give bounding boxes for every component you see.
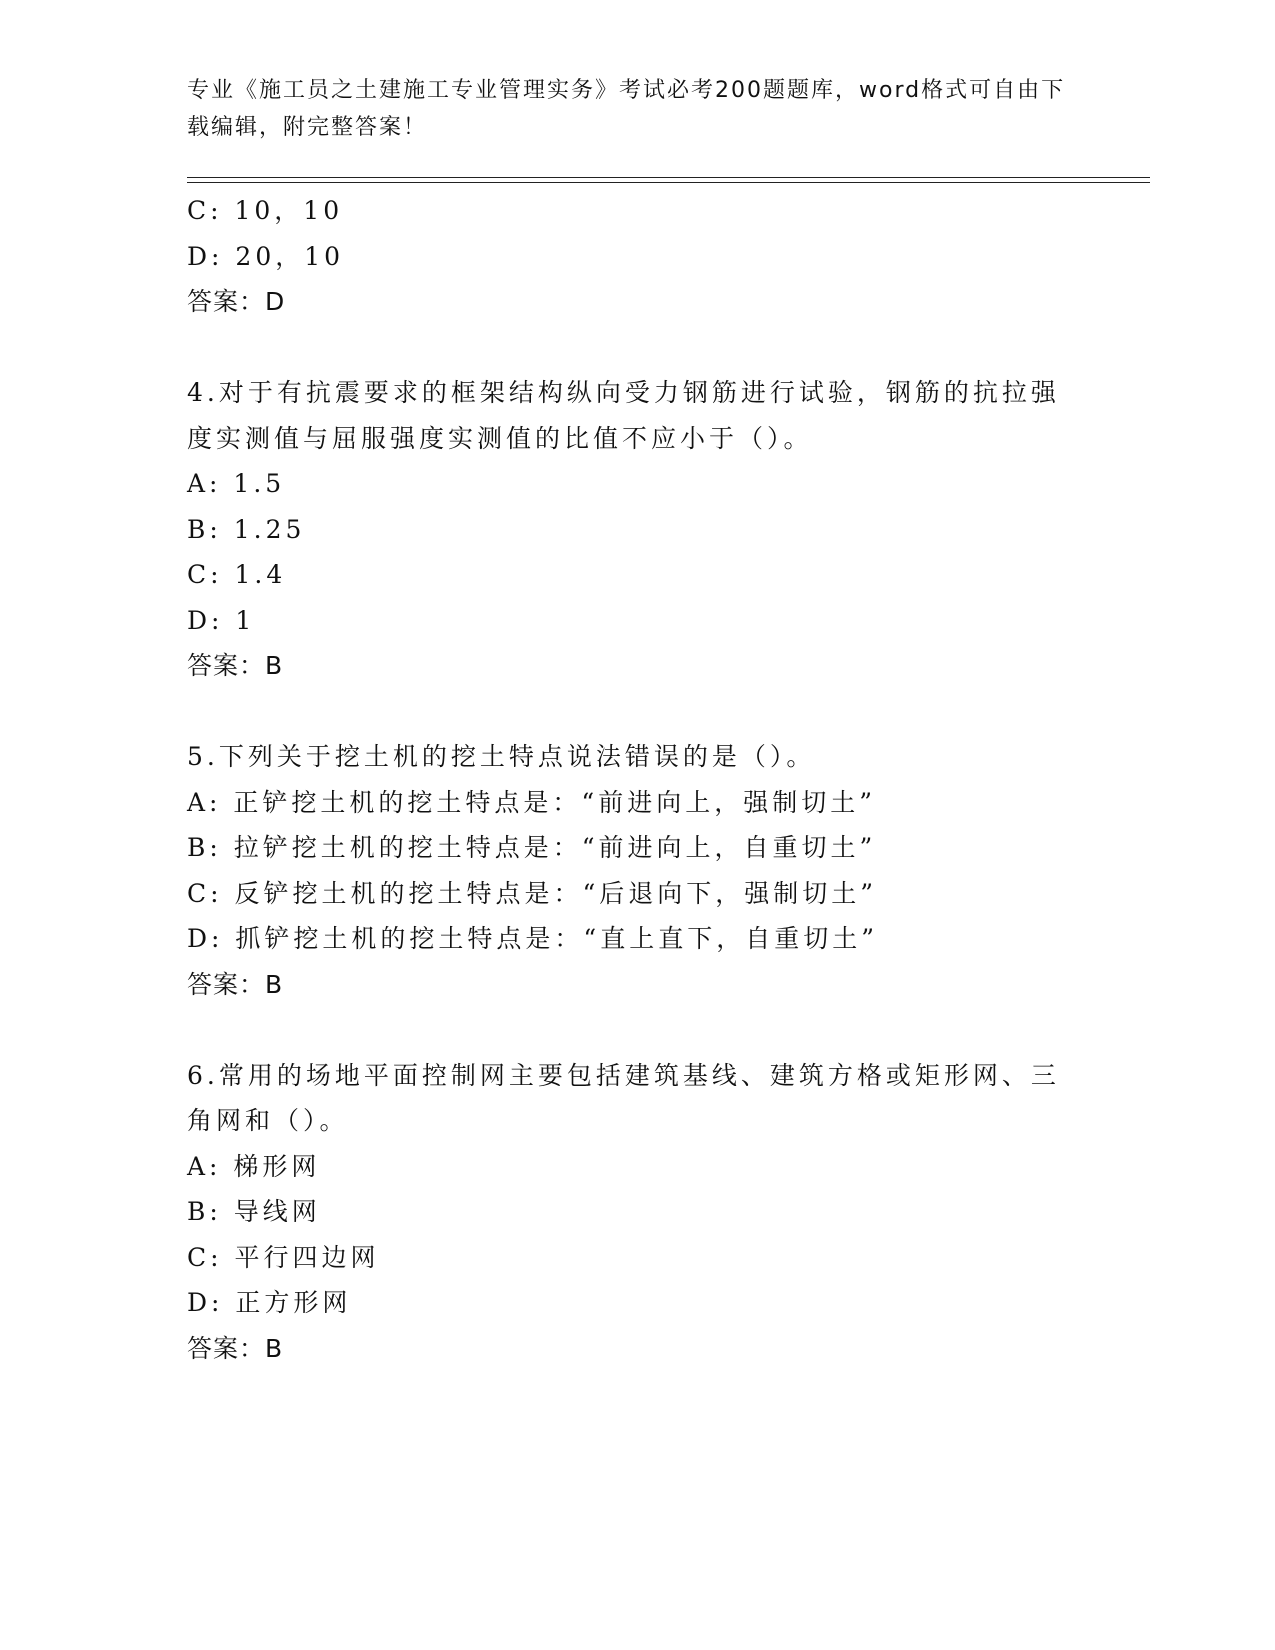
header-rule-top	[187, 177, 1150, 178]
header-rule-bottom	[187, 182, 1150, 183]
option-b: B: 1.25	[187, 514, 306, 544]
option-c: C: 1.4	[187, 560, 287, 589]
option-a: A: 梯形网	[187, 1151, 321, 1181]
document-header: 专业《施工员之土建施工专业管理实务》考试必考200题题库，word格式可自由下载编辑，附完整答案！	[187, 78, 1066, 140]
option-d: D: 20，10	[187, 241, 345, 271]
question-text: 6.常用的场地平面控制网主要包括建筑基线、建筑方格或矩形网、三	[187, 1060, 1060, 1090]
option-d: D: 1	[187, 605, 256, 635]
option-c: C: 10，10	[187, 196, 344, 225]
answer-line: 答案：D	[187, 287, 286, 316]
spacer	[187, 689, 1067, 735]
option-c: C: 反铲挖土机的挖土特点是：“后退向下，强制切土”	[187, 878, 878, 908]
question-block-4	[187, 370, 1067, 689]
question-text: 5.下列关于挖土机的挖土特点说法错误的是（）。	[187, 742, 816, 771]
spacer	[187, 1007, 1067, 1053]
option-b: B: 拉铲挖土机的挖土特点是：“前进向上，自重切土”	[187, 833, 877, 862]
spacer	[187, 325, 1067, 371]
question-block-prev	[187, 188, 1067, 325]
answer-line: 答案：B	[187, 651, 284, 680]
option-a: A: 正铲挖土机的挖土特点是：“前进向上，强制切土”	[187, 787, 876, 817]
document-body	[187, 188, 1067, 1371]
option-c: C: 平行四边网	[187, 1242, 380, 1272]
question-text: 角网和（）。	[187, 1106, 349, 1135]
option-d: D: 正方形网	[187, 1288, 352, 1317]
answer-line: 答案：B	[187, 969, 284, 999]
question-block-6	[187, 1053, 1067, 1372]
option-d: D: 抓铲挖土机的挖土特点是：“直上直下，自重切土”	[187, 924, 878, 953]
answer-line: 答案：B	[187, 1333, 284, 1363]
question-block-5	[187, 734, 1067, 1007]
option-a: A: 1.5	[187, 469, 286, 498]
question-text: 度实测值与屈服强度实测值的比值不应小于（）。	[187, 423, 813, 453]
question-text: 4.对于有抗震要求的框架结构纵向受力钢筋进行试验，钢筋的抗拉强	[187, 378, 1060, 407]
option-b: B: 导线网	[187, 1197, 321, 1226]
